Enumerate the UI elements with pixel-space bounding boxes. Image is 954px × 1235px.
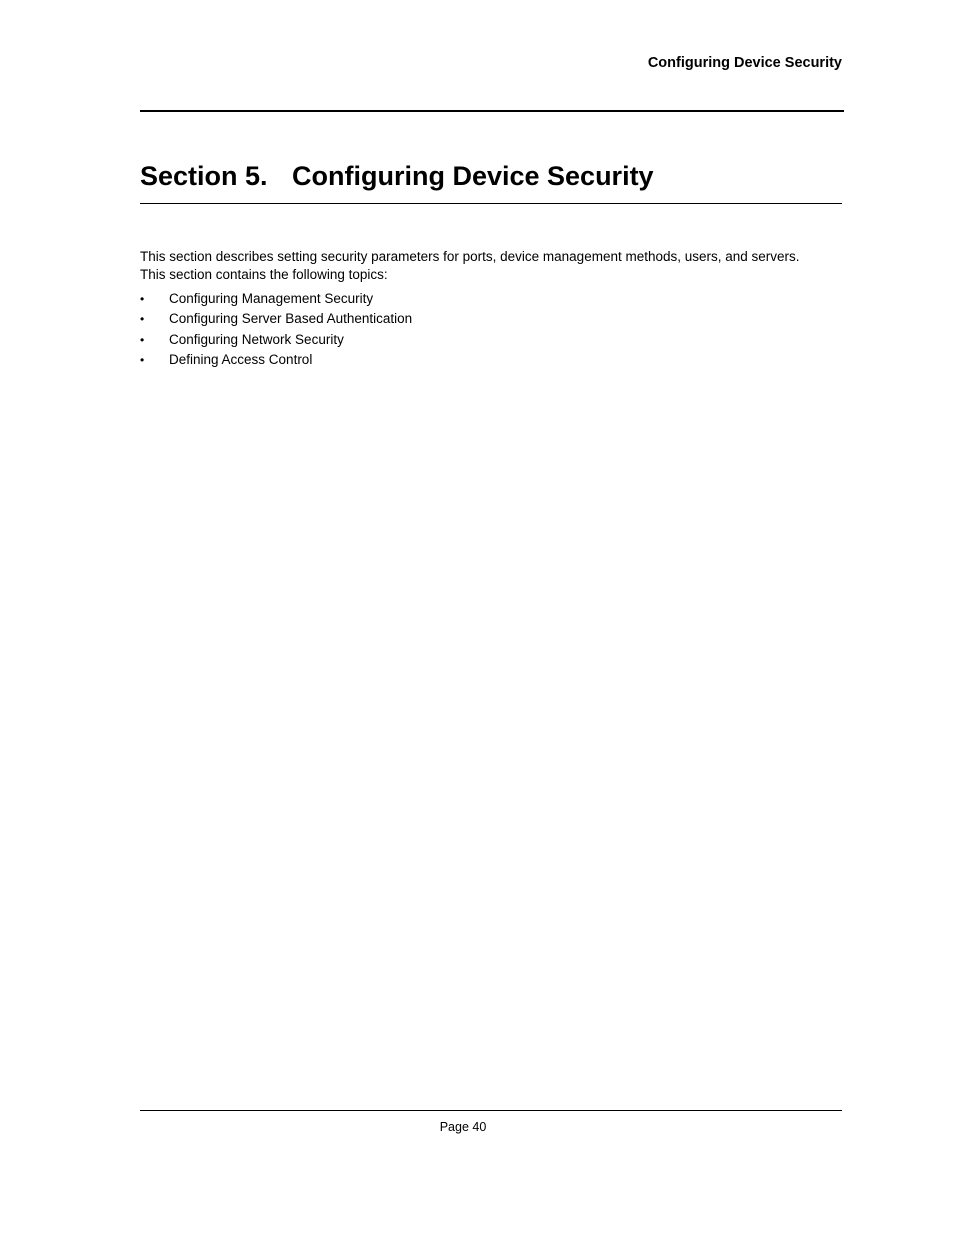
topic-label: Defining Access Control	[169, 351, 313, 367]
list-item	[140, 309, 412, 329]
header-divider	[140, 110, 844, 112]
running-header: Configuring Device Security	[647, 55, 842, 71]
intro-line-1: This section describes setting security parameters for ports, device management methods, users, and servers.	[140, 249, 800, 264]
footer-divider	[140, 1110, 842, 1111]
topic-label: Configuring Server Based Authentication	[169, 311, 413, 327]
section-title	[140, 160, 654, 192]
topic-label: Configuring Management Security	[169, 291, 374, 306]
list-item	[140, 350, 412, 370]
topic-list	[140, 289, 412, 370]
intro-paragraph	[140, 248, 844, 284]
list-item	[140, 330, 412, 350]
intro-line-2: This section contains the following topics:	[140, 267, 388, 282]
bullet-icon: •	[140, 292, 145, 306]
title-divider	[140, 203, 842, 204]
page-number: Page 40	[439, 1120, 487, 1134]
bullet-icon: •	[140, 352, 145, 367]
bullet-icon: •	[140, 312, 145, 327]
list-item	[140, 289, 412, 309]
bullet-icon: •	[140, 332, 145, 347]
topic-label: Configuring Network Security	[169, 331, 344, 347]
section-number: Section 5.	[140, 161, 268, 191]
section-title-text: Configuring Device Security	[292, 161, 654, 191]
